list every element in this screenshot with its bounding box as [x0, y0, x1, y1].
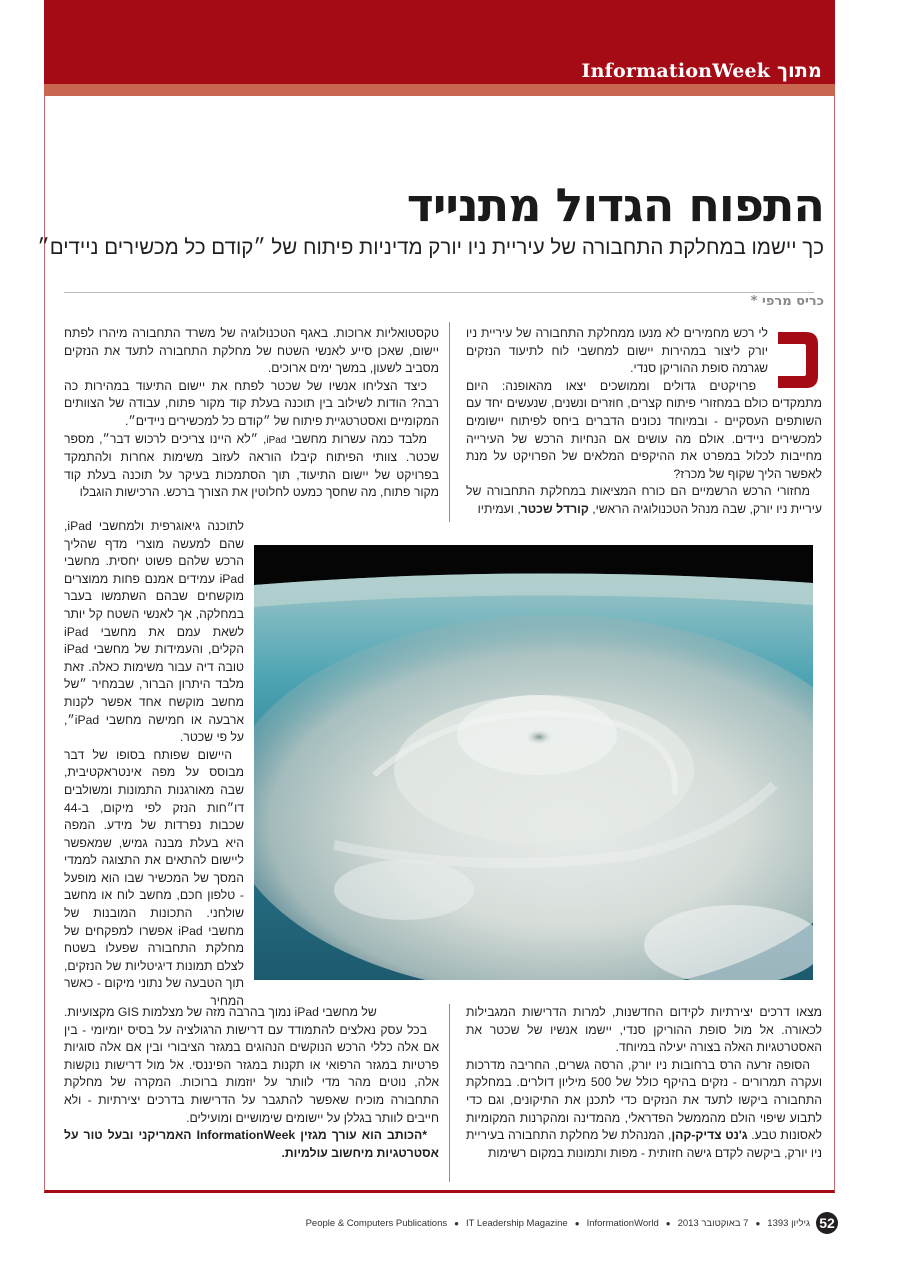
- column-left-bottom: [64, 1004, 439, 1162]
- text-run: מלבד כמה עשרות מחשבי: [286, 431, 427, 446]
- text-run: , ״לא היינו צריכים לרכוש דבר״, מספר שכטר. צוותי הפיתוח קיבלו הוראה לעזוב משימות אחרות ולהתמקד בפרויקט של יישום התיעוד, תוך הסתמכות בעיקר על תוכנה בעלת קוד מקור פתוח, מה שחסך כמעט לחלוטין את הצורך ברכש. הרכישות הוגבלו: [64, 431, 439, 500]
- paragraph: [466, 1057, 822, 1163]
- column-divider: [449, 322, 450, 522]
- bullet-icon: ●: [665, 1218, 671, 1228]
- column-left-narrow: [64, 518, 244, 1011]
- footer-date: 7 באוקטובר 2013: [677, 1217, 749, 1229]
- footer-pub: InformationWorld: [586, 1217, 659, 1229]
- column-divider: [449, 1004, 450, 1182]
- footer-pub: IT Leadership Magazine: [465, 1217, 568, 1229]
- text-run: iPad: [266, 434, 287, 446]
- column-left-top: [64, 325, 439, 502]
- text-run: הסופה זרעה הרס ברחובות ניו יורק, הרסה גשרים, החריבה מדרכות ועקרה תמרורים - נזקים בהיקף כולל של 500 מיליון דולרים. במחלקת התחבורה ביקשו לתעד את הנזקים כדי לתכנן את התיקונים, וגם כדי לתבוע שיפוי הולם מהממשל הפדראלי, מהמדינה ומהקרנות המקומיות לאסונות טבע.: [466, 1057, 823, 1143]
- dropcap: [774, 328, 822, 392]
- column-right-top: [466, 325, 822, 519]
- section-brand: InformationWeek: [581, 60, 771, 82]
- paragraph: כיצד הצליחו אנשיו של שכטר לפתח את יישום התיעוד במהירות כה רבה? הודות לשילוב בין תוכנה בעלת קוד מקור פתוח, עבודה של הצוותים המקומיים ואסטרטגיית פיתוח של ״קודם כל למכשירים ניידים״.: [64, 378, 439, 428]
- paragraph: היישום שפותח בסופו של דבר מבוסס על מפה אינטראקטיבית, שבה מאורגנות התמונות ומשולבים דו״חות הנזק לפי מיקום, ב-44 שכבות נפרדות של מידע. המפה היא בעלת מבנה גמיש, שמאפשר ליישום להתאים את התצוגה לממדי המסך של המכשיר שבו הוא מופעל - טלפון חכם, מחשב לוח או מחשב שולחני. התכונות המובנות של מחשבי iPad אפשרו למפקחים של מחלקת התחבורה שפעלו בשטח לצלם תמונות דיגיטליות של הנזקים, תוך הטבעה של נתוני מיקום - כאשר המחיר: [64, 747, 244, 1009]
- paragraph: מצאו דרכים יצירתיות לקידום החדשנות, למרות הדרישות המגבילות לכאורה. אל מול סופת ההוריקן סנדי, יישמו אנשיו של שכטר את האסטרטגיות האלה בצורה יעילה במיוחד.: [466, 1005, 822, 1055]
- person-name: ג'נט צדיק-קהן: [671, 1128, 748, 1143]
- text-run: , המנהלת של מחלקת התחבורה בעיריית ניו יורק, ביקשה לקדם גישה חזותית - מפות ותמונות במקום רשימות: [466, 1128, 822, 1160]
- author-note: *הכותב הוא עורך מגזין InformationWeek האמריקני ובעל טור על אסטרטגיות מיחשוב עולמיות.: [64, 1128, 439, 1160]
- paragraph: [64, 431, 439, 502]
- hurricane-photo: [254, 545, 813, 980]
- text-run: מחזורי הרכש הרשמיים הם כורח המציאות במחלקת התחבורה של עיריית ניו יורק, שבה מנהל הטכנולוגיה הראשי,: [466, 484, 822, 516]
- paragraph: בכל עסק נאלצים להתמודד עם דרישות הרגולציה על בסיס יומיומי - בין אם אלה כללי הרכש הנוקשים הנהוגים במגזר הציבורי ובין אם אלה סוגיות פרטיות במגזר הרפואי או תקנות במגזר הפיננסי. אל מול דרישות נוקשות אלה, נוטים מהר מדי לוותר על יוזמות ברוכות. המקרה של מחלקת התחבורה מוכיח שאפשר להתגבר על הדרישות בדרכים יצירתיות - ולא חייבים לוותר בגללן על יישומים שימושיים ומועילים.: [64, 1022, 439, 1125]
- paragraph: של מחשבי iPad נמוך בהרבה מזה של מצלמות GIS מקצועיות.: [64, 1005, 377, 1019]
- text-run: , ועמיתיו: [477, 501, 521, 516]
- section-prefix: מתוך: [776, 60, 822, 82]
- column-right-bottom: [466, 1004, 822, 1162]
- page-number: 52: [816, 1212, 838, 1234]
- dropcap-kaf-glyph: [774, 328, 822, 392]
- footer-issue: גיליון 1393: [767, 1217, 810, 1229]
- paragraph: לי רכש מחמירים לא מנעו ממחלקת התחבורה של עיריית ניו יורק ליצור במהירות יישום למחשבי לוח לתיעוד הנזקים שגרמה סופת ההוריקן סנדי.: [466, 326, 768, 376]
- page-footer: [306, 1212, 838, 1234]
- paragraph: פרויקטים גדולים וממושכים יצאו מהאופנה: היום מתמקדים כולם במחזורי פיתוח קצרים, חוזרים ונשנים, שנעשים יחד עם השותפים העסקיים - ובמיוחד נכונים הדברים ביחס לפיתוח יישומים למכשירים ניידים. אולם מה עושים אם הנחיות הרכש של העירייה מחייבות לכלול במפרט את ההיקפים המלאים של הפרויקט על מנת לאפשר הליך שקוף של מכרז?: [466, 378, 822, 481]
- section-label: [582, 60, 822, 82]
- article-subhead: כך יישמו במחלקת התחבורה של עיריית ניו יורק מדיניות פיתוח של ״קודם כל מכשירים ניידים״: [37, 236, 824, 259]
- article-headline: התפוח הגדול מתנייד: [406, 178, 824, 232]
- bullet-icon: ●: [574, 1218, 580, 1228]
- hurricane-image: [254, 545, 813, 980]
- bullet-icon: ●: [454, 1218, 459, 1228]
- masthead-strip: [44, 84, 835, 96]
- person-name: קורדל שכטר: [520, 501, 589, 516]
- byline: כריס מרפי *: [750, 294, 824, 309]
- paragraph: לתוכנה גיאוגרפית ולמחשבי iPad, שהם למעשה מוצרי מדף שהליך הרכש שלהם פשוט יחסית. מחשבי iPad עמידים אמנם פחות ממוצרים מוקשחים שבהם השתמשו בעבר במחלקה, אך לאנשי השטח קל יותר לשאת עמם את מחשבי iPad הקלים, והעמידות של מחשבי iPad טובה דיה עבור משימות כאלה. זאת מלבד היתרון הברור, שבמחיר ״של מחשב מוקשח אחד אפשר לקנות ארבעה או חמישה מחשבי iPad״, על פי שכטר.: [64, 519, 244, 745]
- paragraph: [466, 483, 822, 518]
- bullet-icon: ●: [755, 1218, 761, 1228]
- header-rule: [64, 292, 814, 293]
- footer-pub: People & Computers Publications: [305, 1217, 448, 1229]
- paragraph: טקסטואליות ארוכות. באגף הטכנולוגיה של משרד התחבורה מיהרו לפתח יישום, שאכן סייע לאנשי השטח של מחלקת התחבורה לתעד את הנזקים מסביב לשעון, במשך ימים ארוכים.: [64, 326, 439, 376]
